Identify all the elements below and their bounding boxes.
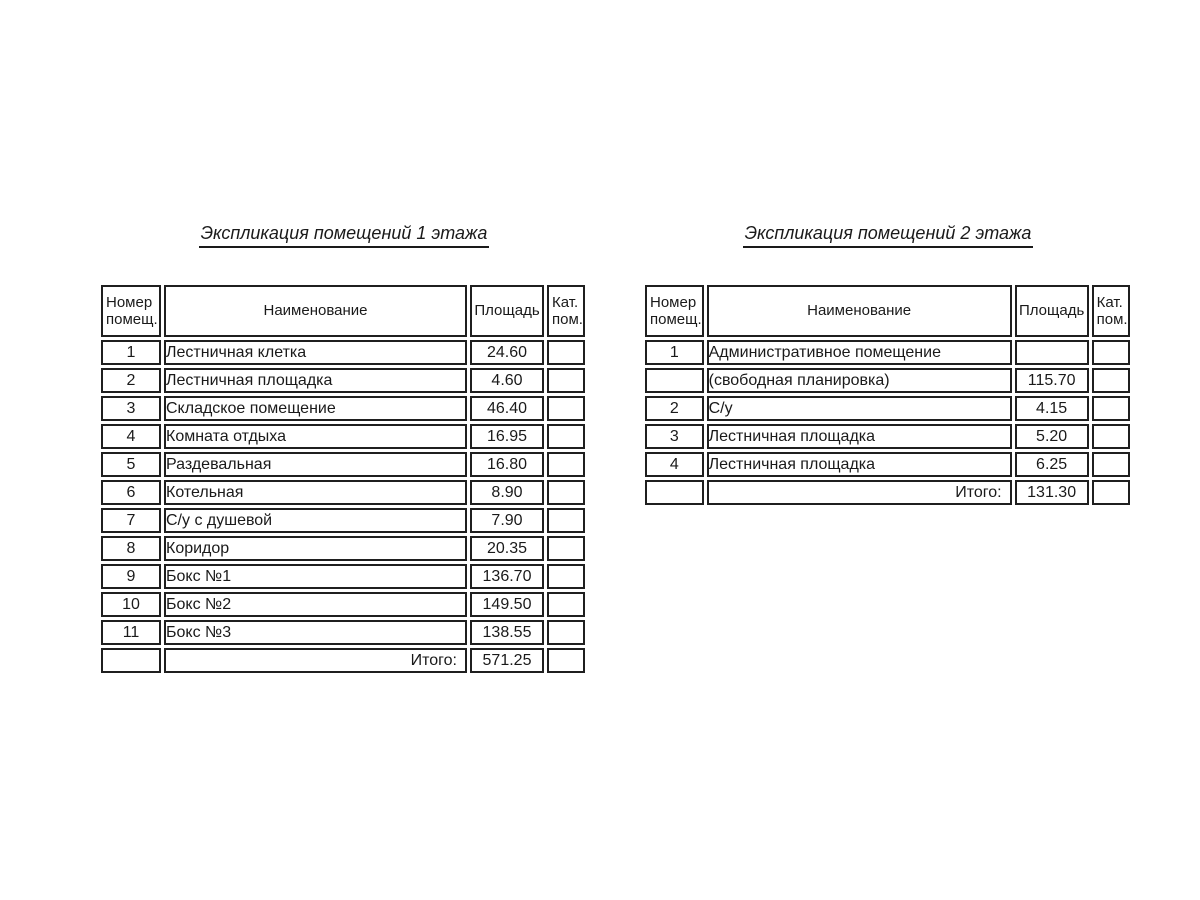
room-category — [547, 452, 585, 477]
room-number: 10 — [101, 592, 161, 617]
total-area: 571.25 — [470, 648, 544, 673]
total-label: Итого: — [707, 480, 1012, 505]
room-name: С/у — [707, 396, 1012, 421]
room-name: Лестничная площадка — [707, 452, 1012, 477]
room-number: 1 — [101, 340, 161, 365]
room-name: Комната отдыха — [164, 424, 467, 449]
header-room-name: Наименование — [707, 285, 1012, 337]
floor1-table-title — [100, 223, 588, 244]
room-name: Котельная — [164, 480, 467, 505]
room-name: (свободная планировка) — [707, 368, 1012, 393]
room-area: 4.60 — [470, 368, 544, 393]
header-room-area: Площадь — [1015, 285, 1089, 337]
total-empty-number — [645, 480, 704, 505]
room-area: 16.80 — [470, 452, 544, 477]
room-number: 5 — [101, 452, 161, 477]
table-row — [101, 452, 585, 477]
total-label: Итого: — [164, 648, 467, 673]
room-number: 3 — [645, 424, 704, 449]
room-area: 138.55 — [470, 620, 544, 645]
table-row — [645, 452, 1130, 477]
room-number: 6 — [101, 480, 161, 505]
room-category — [547, 592, 585, 617]
room-category — [547, 480, 585, 505]
room-category — [547, 368, 585, 393]
room-name: Бокс №3 — [164, 620, 467, 645]
total-row — [645, 480, 1130, 505]
room-category — [547, 620, 585, 645]
room-number: 3 — [101, 396, 161, 421]
table-row — [101, 424, 585, 449]
room-category — [1092, 396, 1130, 421]
room-area: 149.50 — [470, 592, 544, 617]
room-name: Бокс №2 — [164, 592, 467, 617]
room-category — [547, 396, 585, 421]
room-name: Коридор — [164, 536, 467, 561]
room-area: 16.95 — [470, 424, 544, 449]
room-number: 2 — [101, 368, 161, 393]
room-area: 46.40 — [470, 396, 544, 421]
room-category — [547, 340, 585, 365]
room-area: 20.35 — [470, 536, 544, 561]
room-category — [1092, 340, 1130, 365]
table-row — [645, 396, 1130, 421]
table-row — [101, 592, 585, 617]
table-row — [101, 536, 585, 561]
table-row — [101, 508, 585, 533]
room-area: 115.70 — [1015, 368, 1089, 393]
room-category — [547, 424, 585, 449]
room-name: Складское помещение — [164, 396, 467, 421]
room-name: Лестничная площадка — [164, 368, 467, 393]
floor1-title-text: Экспликация помещений 1 этажа — [199, 223, 490, 248]
room-category — [547, 564, 585, 589]
total-empty-number — [101, 648, 161, 673]
floor2-explication-table — [642, 282, 1133, 508]
header-room-category: Кат. пом. — [547, 285, 585, 337]
total-empty-category — [547, 648, 585, 673]
total-empty-category — [1092, 480, 1130, 505]
room-number: 11 — [101, 620, 161, 645]
room-area: 4.15 — [1015, 396, 1089, 421]
room-number: 1 — [645, 340, 704, 365]
room-name: Административное помещение — [707, 340, 1012, 365]
room-name: Лестничная клетка — [164, 340, 467, 365]
room-number: 7 — [101, 508, 161, 533]
table-row — [645, 340, 1130, 365]
room-category — [1092, 452, 1130, 477]
room-category — [1092, 424, 1130, 449]
room-area — [1015, 340, 1089, 365]
header-room-number: Номер помещ. — [645, 285, 704, 337]
floor1-explication-table — [98, 282, 588, 676]
room-category — [1092, 368, 1130, 393]
room-number: 8 — [101, 536, 161, 561]
table-row — [101, 620, 585, 645]
room-category — [547, 536, 585, 561]
header-row — [645, 285, 1130, 337]
room-name: Лестничная площадка — [707, 424, 1012, 449]
floor2-table-title — [644, 223, 1132, 244]
table-row — [101, 340, 585, 365]
table-row — [101, 564, 585, 589]
header-row — [101, 285, 585, 337]
room-category — [547, 508, 585, 533]
room-area: 136.70 — [470, 564, 544, 589]
total-area: 131.30 — [1015, 480, 1089, 505]
room-number — [645, 368, 704, 393]
room-name: С/у с душевой — [164, 508, 467, 533]
header-room-category: Кат. пом. — [1092, 285, 1130, 337]
total-row — [101, 648, 585, 673]
header-room-area: Площадь — [470, 285, 544, 337]
room-number: 4 — [645, 452, 704, 477]
room-area: 8.90 — [470, 480, 544, 505]
room-name: Раздевальная — [164, 452, 467, 477]
room-area: 5.20 — [1015, 424, 1089, 449]
room-number: 4 — [101, 424, 161, 449]
table-row — [645, 368, 1130, 393]
table-row — [101, 396, 585, 421]
room-name: Бокс №1 — [164, 564, 467, 589]
room-area: 6.25 — [1015, 452, 1089, 477]
header-room-name: Наименование — [164, 285, 467, 337]
floor2-title-text: Экспликация помещений 2 этажа — [743, 223, 1034, 248]
table-row — [101, 480, 585, 505]
room-area: 24.60 — [470, 340, 544, 365]
table-row — [645, 424, 1130, 449]
room-number: 2 — [645, 396, 704, 421]
table-row — [101, 368, 585, 393]
room-number: 9 — [101, 564, 161, 589]
room-area: 7.90 — [470, 508, 544, 533]
header-room-number: Номер помещ. — [101, 285, 161, 337]
